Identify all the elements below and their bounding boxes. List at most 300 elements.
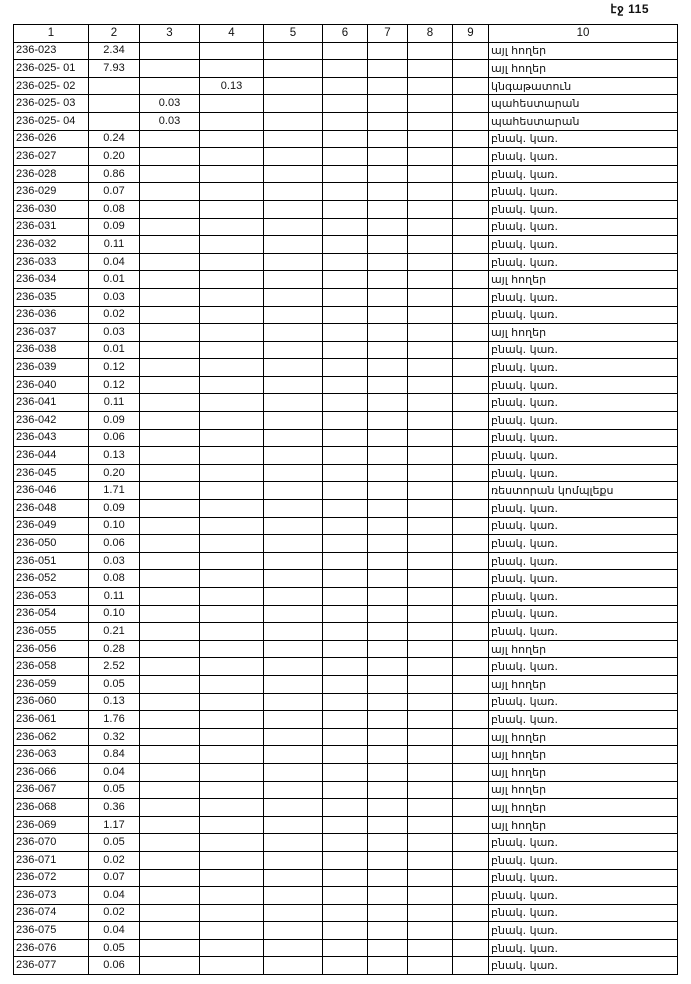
column-8-cell xyxy=(408,464,453,482)
land-use-cell: բնակ. կառ. xyxy=(489,535,678,553)
column-5-cell xyxy=(264,922,323,940)
parcel-code-cell: 236-031 xyxy=(14,218,89,236)
column-6-cell xyxy=(323,658,368,676)
column-4-cell xyxy=(200,165,264,183)
column-7-cell xyxy=(368,922,408,940)
area-cell: 0.28 xyxy=(89,640,140,658)
column-8-cell xyxy=(408,236,453,254)
column-7-cell xyxy=(368,693,408,711)
column-5-cell xyxy=(264,130,323,148)
column-4-cell xyxy=(200,306,264,324)
column-8-cell xyxy=(408,570,453,588)
column-4-cell xyxy=(200,130,264,148)
area-cell: 0.03 xyxy=(89,288,140,306)
column-9-cell xyxy=(453,464,489,482)
parcel-code-cell: 236-044 xyxy=(14,447,89,465)
table-row xyxy=(14,183,678,201)
column-9-cell xyxy=(453,271,489,289)
parcel-code-cell: 236-068 xyxy=(14,799,89,817)
column-9-cell xyxy=(453,887,489,905)
area-cell: 0.10 xyxy=(89,605,140,623)
parcel-code-cell: 236-067 xyxy=(14,781,89,799)
column-4-cell xyxy=(200,570,264,588)
land-use-cell: բնակ. կառ. xyxy=(489,834,678,852)
column-6-cell xyxy=(323,253,368,271)
column-8-cell xyxy=(408,500,453,518)
column-4-cell xyxy=(200,535,264,553)
parcel-code-cell: 236-056 xyxy=(14,640,89,658)
column-3-cell xyxy=(140,746,200,764)
column-7-cell xyxy=(368,271,408,289)
column-3-cell xyxy=(140,183,200,201)
column-3-cell xyxy=(140,728,200,746)
column-9-cell xyxy=(453,517,489,535)
land-use-cell: բնակ. կառ. xyxy=(489,517,678,535)
column-8-cell xyxy=(408,658,453,676)
land-use-cell: բնակ. կառ. xyxy=(489,183,678,201)
table-row xyxy=(14,77,678,95)
column-6-cell xyxy=(323,359,368,377)
table-row xyxy=(14,130,678,148)
column-5-cell xyxy=(264,359,323,377)
column-3-cell xyxy=(140,429,200,447)
column-5-cell xyxy=(264,60,323,78)
parcel-code-cell: 236-025- 04 xyxy=(14,112,89,130)
parcel-code-cell: 236-034 xyxy=(14,271,89,289)
parcel-code-cell: 236-059 xyxy=(14,675,89,693)
column-8-cell xyxy=(408,640,453,658)
table-row xyxy=(14,693,678,711)
column-9-cell xyxy=(453,711,489,729)
land-use-cell: բնակ. կառ. xyxy=(489,376,678,394)
parcel-code-cell: 236-035 xyxy=(14,288,89,306)
column-7-cell xyxy=(368,218,408,236)
area-cell: 0.04 xyxy=(89,763,140,781)
column-3-cell xyxy=(140,851,200,869)
column-3-cell xyxy=(140,200,200,218)
land-use-cell: բնակ. կառ. xyxy=(489,429,678,447)
column-8-cell xyxy=(408,746,453,764)
column-3-cell xyxy=(140,341,200,359)
parcel-code-cell: 236-037 xyxy=(14,324,89,342)
column-8-cell xyxy=(408,904,453,922)
column-5-cell xyxy=(264,112,323,130)
column-8-cell xyxy=(408,851,453,869)
column-6-cell xyxy=(323,939,368,957)
column-6-cell xyxy=(323,500,368,518)
column-4-cell xyxy=(200,412,264,430)
column-9-cell xyxy=(453,112,489,130)
column-6-cell xyxy=(323,834,368,852)
table-row xyxy=(14,728,678,746)
column-5-cell xyxy=(264,412,323,430)
column-7-cell xyxy=(368,464,408,482)
column-6-cell xyxy=(323,324,368,342)
parcel-code-cell: 236-054 xyxy=(14,605,89,623)
column-3-cell xyxy=(140,939,200,957)
column-3-cell xyxy=(140,148,200,166)
column-5-cell xyxy=(264,623,323,641)
column-7-cell xyxy=(368,236,408,254)
area-cell: 0.09 xyxy=(89,218,140,236)
land-use-cell: բնակ. կառ. xyxy=(489,711,678,729)
column-8-cell xyxy=(408,939,453,957)
parcel-code-cell: 236-077 xyxy=(14,957,89,975)
column-4-cell xyxy=(200,922,264,940)
column-3-cell xyxy=(140,623,200,641)
column-5-cell xyxy=(264,482,323,500)
column-8-cell xyxy=(408,394,453,412)
land-use-cell: բնակ. կառ. xyxy=(489,394,678,412)
column-8-cell xyxy=(408,799,453,817)
column-6-cell xyxy=(323,236,368,254)
area-cell: 0.86 xyxy=(89,165,140,183)
land-use-cell: պահեստարան xyxy=(489,95,678,113)
column-header-9: 9 xyxy=(453,25,489,43)
area-cell: 0.04 xyxy=(89,253,140,271)
column-4-cell xyxy=(200,605,264,623)
column-6-cell xyxy=(323,693,368,711)
column-8-cell xyxy=(408,922,453,940)
column-5-cell xyxy=(264,306,323,324)
column-3-cell xyxy=(140,253,200,271)
column-7-cell xyxy=(368,887,408,905)
column-9-cell xyxy=(453,588,489,606)
land-use-cell: ռեստորան կոմպլեքս xyxy=(489,482,678,500)
column-6-cell xyxy=(323,447,368,465)
column-7-cell xyxy=(368,869,408,887)
land-use-cell: բնակ. կառ. xyxy=(489,957,678,975)
column-5-cell xyxy=(264,957,323,975)
area-cell: 0.08 xyxy=(89,200,140,218)
area-cell: 2.34 xyxy=(89,42,140,60)
column-4-cell xyxy=(200,887,264,905)
column-8-cell xyxy=(408,623,453,641)
column-4-cell xyxy=(200,429,264,447)
table-row xyxy=(14,95,678,113)
area-cell: 0.84 xyxy=(89,746,140,764)
table-row xyxy=(14,60,678,78)
column-7-cell xyxy=(368,728,408,746)
column-3-cell xyxy=(140,781,200,799)
column-9-cell xyxy=(453,306,489,324)
column-8-cell xyxy=(408,517,453,535)
column-9-cell xyxy=(453,376,489,394)
area-cell: 0.05 xyxy=(89,675,140,693)
area-cell: 0.05 xyxy=(89,834,140,852)
column-6-cell xyxy=(323,112,368,130)
column-8-cell xyxy=(408,288,453,306)
table-row xyxy=(14,851,678,869)
table-row xyxy=(14,341,678,359)
land-use-cell: բնակ. կառ. xyxy=(489,939,678,957)
column-3-cell xyxy=(140,218,200,236)
area-cell: 0.09 xyxy=(89,500,140,518)
land-register-table xyxy=(13,24,678,975)
column-5-cell xyxy=(264,42,323,60)
column-8-cell xyxy=(408,429,453,447)
column-6-cell xyxy=(323,412,368,430)
column-3-cell xyxy=(140,763,200,781)
table-row xyxy=(14,763,678,781)
column-6-cell xyxy=(323,799,368,817)
area-cell: 0.32 xyxy=(89,728,140,746)
column-4-cell xyxy=(200,394,264,412)
area-cell: 0.24 xyxy=(89,130,140,148)
table-row xyxy=(14,359,678,377)
land-use-cell: այլ հողեր xyxy=(489,675,678,693)
parcel-code-cell: 236-028 xyxy=(14,165,89,183)
area-cell: 0.03 xyxy=(89,552,140,570)
column-4-cell xyxy=(200,500,264,518)
area-cell: 0.06 xyxy=(89,957,140,975)
column-3-cell: 0.03 xyxy=(140,112,200,130)
table-row xyxy=(14,271,678,289)
area-cell: 1.76 xyxy=(89,711,140,729)
column-9-cell xyxy=(453,200,489,218)
area-cell: 2.52 xyxy=(89,658,140,676)
column-3-cell xyxy=(140,306,200,324)
table-row xyxy=(14,535,678,553)
parcel-code-cell: 236-060 xyxy=(14,693,89,711)
column-7-cell xyxy=(368,482,408,500)
land-use-cell: բնակ. կառ. xyxy=(489,693,678,711)
column-6-cell xyxy=(323,429,368,447)
column-4-cell xyxy=(200,834,264,852)
table-row xyxy=(14,429,678,447)
column-4-cell xyxy=(200,42,264,60)
column-6-cell xyxy=(323,77,368,95)
land-use-cell: այլ հողեր xyxy=(489,42,678,60)
column-3-cell xyxy=(140,60,200,78)
parcel-code-cell: 236-055 xyxy=(14,623,89,641)
table-body xyxy=(14,42,678,974)
column-5-cell xyxy=(264,236,323,254)
column-3-cell xyxy=(140,957,200,975)
land-use-cell: բնակ. կառ. xyxy=(489,447,678,465)
column-3-cell xyxy=(140,675,200,693)
column-4-cell xyxy=(200,183,264,201)
area-cell: 0.21 xyxy=(89,623,140,641)
column-7-cell xyxy=(368,517,408,535)
column-8-cell xyxy=(408,728,453,746)
column-4-cell xyxy=(200,376,264,394)
column-7-cell xyxy=(368,148,408,166)
table-row xyxy=(14,922,678,940)
column-8-cell xyxy=(408,341,453,359)
land-use-cell: բնակ. կառ. xyxy=(489,658,678,676)
column-8-cell xyxy=(408,482,453,500)
column-9-cell xyxy=(453,869,489,887)
column-header-2: 2 xyxy=(89,25,140,43)
column-7-cell xyxy=(368,588,408,606)
column-5-cell xyxy=(264,253,323,271)
column-8-cell xyxy=(408,588,453,606)
parcel-code-cell: 236-046 xyxy=(14,482,89,500)
column-5-cell xyxy=(264,834,323,852)
area-cell: 0.05 xyxy=(89,781,140,799)
column-8-cell xyxy=(408,42,453,60)
column-9-cell xyxy=(453,60,489,78)
column-6-cell xyxy=(323,887,368,905)
column-7-cell xyxy=(368,640,408,658)
column-4-cell xyxy=(200,693,264,711)
land-use-cell: բնակ. կառ. xyxy=(489,605,678,623)
column-8-cell xyxy=(408,447,453,465)
land-use-cell: բնակ. կառ. xyxy=(489,288,678,306)
column-3-cell xyxy=(140,394,200,412)
column-6-cell xyxy=(323,517,368,535)
column-5-cell xyxy=(264,394,323,412)
table-row xyxy=(14,904,678,922)
area-cell: 0.02 xyxy=(89,851,140,869)
column-9-cell xyxy=(453,570,489,588)
column-8-cell xyxy=(408,763,453,781)
column-7-cell xyxy=(368,306,408,324)
parcel-code-cell: 236-042 xyxy=(14,412,89,430)
column-4-cell xyxy=(200,288,264,306)
column-9-cell xyxy=(453,746,489,764)
column-5-cell xyxy=(264,728,323,746)
parcel-code-cell: 236-071 xyxy=(14,851,89,869)
column-9-cell xyxy=(453,42,489,60)
column-5-cell xyxy=(264,640,323,658)
column-4-cell xyxy=(200,482,264,500)
table-row xyxy=(14,447,678,465)
column-5-cell xyxy=(264,200,323,218)
area-cell: 0.20 xyxy=(89,148,140,166)
table-row xyxy=(14,464,678,482)
column-5-cell xyxy=(264,675,323,693)
column-3-cell: 0.03 xyxy=(140,95,200,113)
column-6-cell xyxy=(323,623,368,641)
area-cell: 1.71 xyxy=(89,482,140,500)
column-3-cell xyxy=(140,517,200,535)
column-8-cell xyxy=(408,376,453,394)
column-8-cell xyxy=(408,271,453,289)
land-use-cell: այլ հողեր xyxy=(489,816,678,834)
parcel-code-cell: 236-045 xyxy=(14,464,89,482)
table-row xyxy=(14,781,678,799)
land-use-cell: բնակ. կառ. xyxy=(489,165,678,183)
column-9-cell xyxy=(453,675,489,693)
column-3-cell xyxy=(140,904,200,922)
area-cell: 0.10 xyxy=(89,517,140,535)
area-cell: 0.09 xyxy=(89,412,140,430)
column-8-cell xyxy=(408,60,453,78)
table-row xyxy=(14,552,678,570)
column-3-cell xyxy=(140,922,200,940)
column-5-cell xyxy=(264,763,323,781)
land-use-cell: այլ հողեր xyxy=(489,728,678,746)
column-5-cell xyxy=(264,939,323,957)
column-7-cell xyxy=(368,288,408,306)
parcel-code-cell: 236-040 xyxy=(14,376,89,394)
column-6-cell xyxy=(323,165,368,183)
parcel-code-cell: 236-026 xyxy=(14,130,89,148)
parcel-code-cell: 236-043 xyxy=(14,429,89,447)
column-9-cell xyxy=(453,851,489,869)
column-4-cell xyxy=(200,148,264,166)
column-9-cell xyxy=(453,799,489,817)
column-9-cell xyxy=(453,130,489,148)
column-9-cell xyxy=(453,218,489,236)
column-4-cell xyxy=(200,957,264,975)
column-7-cell xyxy=(368,957,408,975)
column-3-cell xyxy=(140,165,200,183)
area-cell: 0.04 xyxy=(89,922,140,940)
column-5-cell xyxy=(264,851,323,869)
column-4-cell xyxy=(200,711,264,729)
column-4-cell xyxy=(200,746,264,764)
area-cell: 0.01 xyxy=(89,341,140,359)
parcel-code-cell: 236-032 xyxy=(14,236,89,254)
column-9-cell xyxy=(453,324,489,342)
column-4-cell xyxy=(200,904,264,922)
parcel-code-cell: 236-072 xyxy=(14,869,89,887)
column-7-cell xyxy=(368,711,408,729)
column-7-cell xyxy=(368,376,408,394)
area-cell: 0.04 xyxy=(89,887,140,905)
column-8-cell xyxy=(408,711,453,729)
land-use-cell: բնակ. կառ. xyxy=(489,200,678,218)
column-3-cell xyxy=(140,447,200,465)
parcel-code-cell: 236-025- 01 xyxy=(14,60,89,78)
column-7-cell xyxy=(368,675,408,693)
table-row xyxy=(14,640,678,658)
column-5-cell xyxy=(264,517,323,535)
land-use-cell: բնակ. կառ. xyxy=(489,253,678,271)
column-6-cell xyxy=(323,904,368,922)
land-use-cell: բնակ. կառ. xyxy=(489,412,678,430)
column-6-cell xyxy=(323,148,368,166)
column-6-cell xyxy=(323,605,368,623)
column-9-cell xyxy=(453,165,489,183)
column-8-cell xyxy=(408,77,453,95)
column-9-cell xyxy=(453,253,489,271)
table-row xyxy=(14,112,678,130)
column-5-cell xyxy=(264,693,323,711)
column-9-cell xyxy=(453,236,489,254)
parcel-code-cell: 236-050 xyxy=(14,535,89,553)
land-use-cell: բնակ. կառ. xyxy=(489,130,678,148)
column-3-cell xyxy=(140,236,200,254)
column-4-cell xyxy=(200,851,264,869)
parcel-code-cell: 236-039 xyxy=(14,359,89,377)
column-9-cell xyxy=(453,728,489,746)
column-3-cell xyxy=(140,324,200,342)
column-6-cell xyxy=(323,200,368,218)
column-7-cell xyxy=(368,183,408,201)
column-8-cell xyxy=(408,148,453,166)
column-9-cell xyxy=(453,183,489,201)
table-row xyxy=(14,148,678,166)
column-9-cell xyxy=(453,412,489,430)
column-5-cell xyxy=(264,376,323,394)
area-cell: 0.02 xyxy=(89,904,140,922)
land-use-cell: այլ հողեր xyxy=(489,781,678,799)
column-7-cell xyxy=(368,165,408,183)
table-row xyxy=(14,288,678,306)
column-3-cell xyxy=(140,711,200,729)
column-4-cell xyxy=(200,816,264,834)
column-3-cell xyxy=(140,500,200,518)
column-5-cell xyxy=(264,464,323,482)
land-use-cell: բնակ. կառ. xyxy=(489,148,678,166)
column-header-1: 1 xyxy=(14,25,89,43)
area-cell xyxy=(89,95,140,113)
column-4-cell xyxy=(200,236,264,254)
